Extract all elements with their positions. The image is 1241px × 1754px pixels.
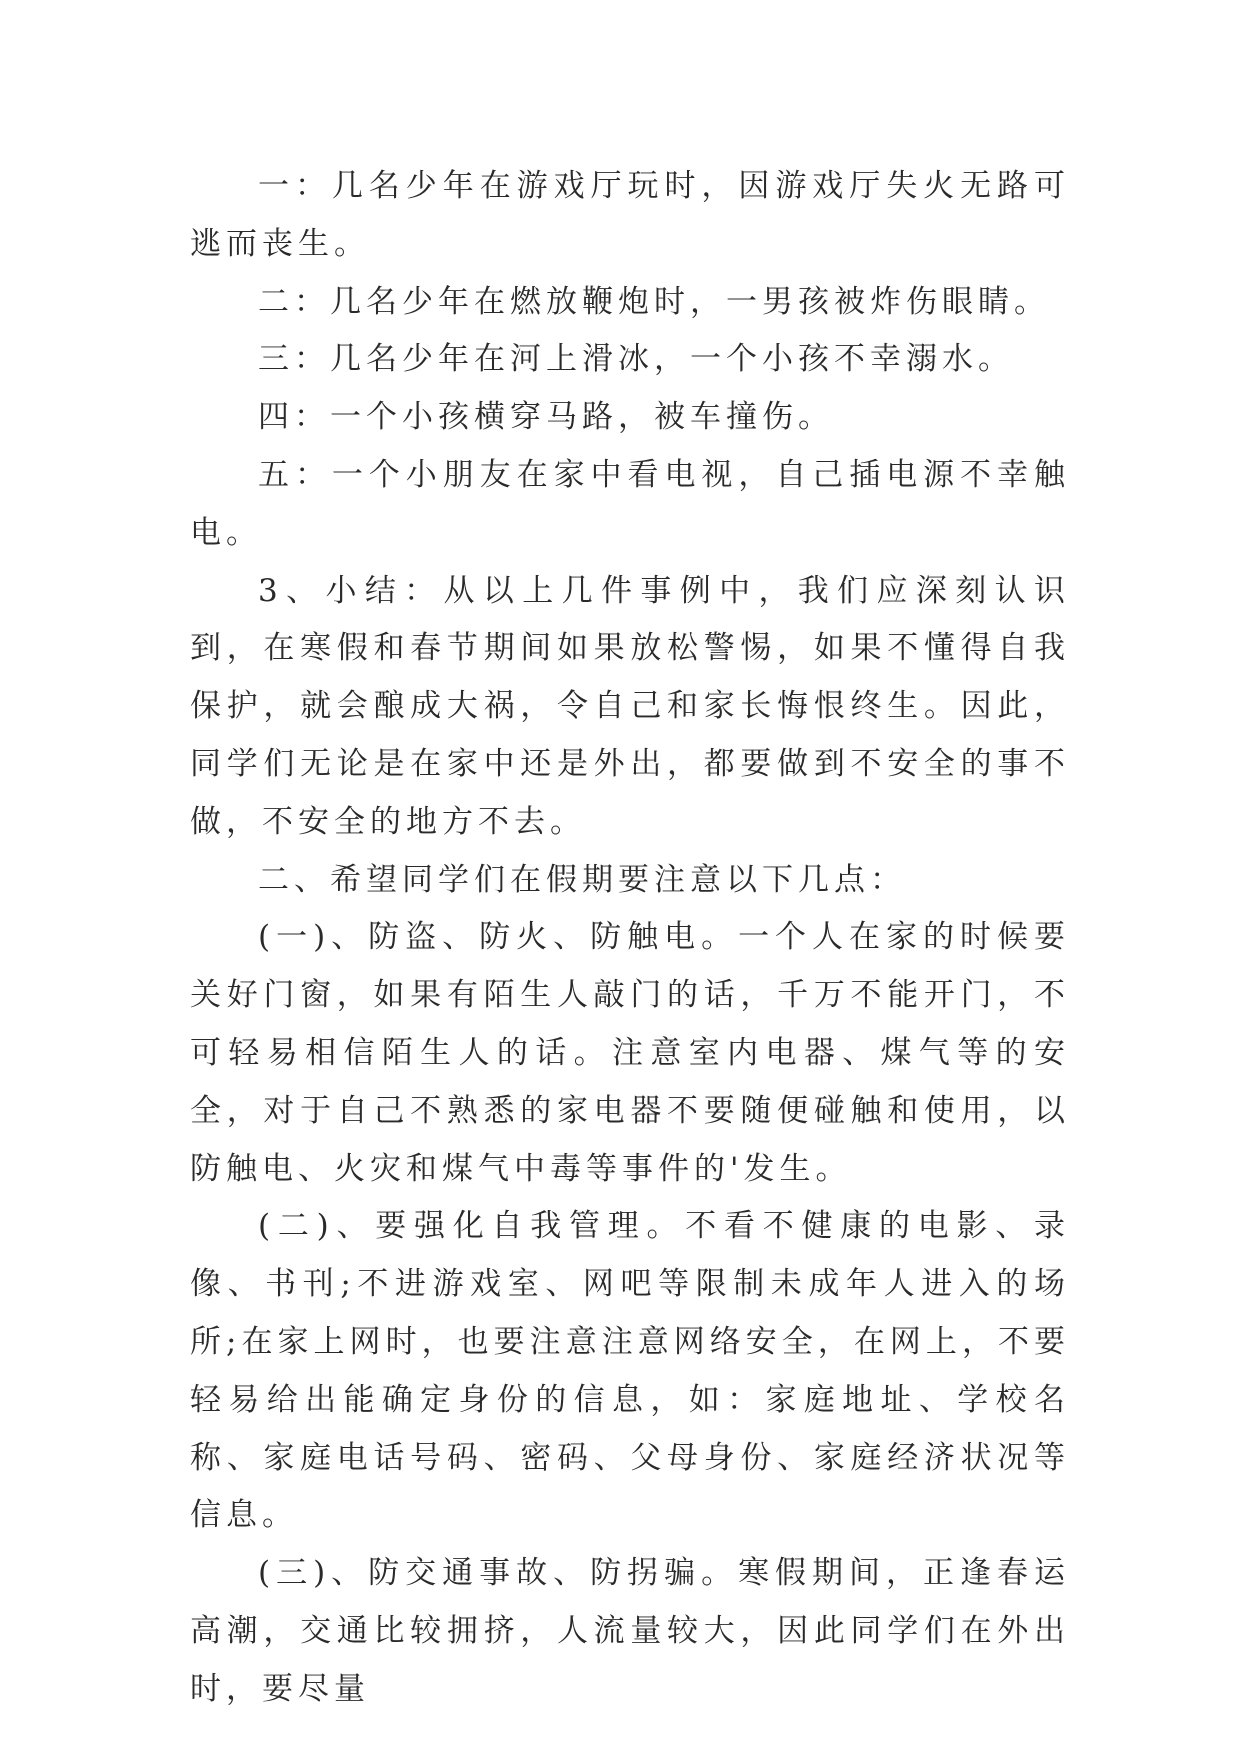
paragraph-tip-one: (一)、防盗、防火、防触电。一个人在家的时候要关好门窗，如果有陌生人敲门的话，千万不能开门，不可轻易相信陌生人的话。注意室内电器、煤气等的安全，对于自己不熟悉的家电器不要随便碰触和使用，以防触电、火灾和煤气中毒等事件的'发生。 [190,919,1070,1187]
paragraph-tip-three: (三)、防交通事故、防拐骗。寒假期间，正逢春运高潮，交通比较拥挤，人流量较大，因此同学们在外出时，要尽量 [190,1555,1070,1707]
paragraph-tip-two: (二)、要强化自我管理。不看不健康的电影、录像、书刊;不进游戏室、网吧等限制未成年人进入的场所;在家上网时，也要注意注意网络安全，在网上，不要轻易给出能确定身份的信息，如：家庭地址、学校名称、家庭电话号码、密码、父母身份、家庭经济状况等信息。 [190,1208,1070,1534]
paragraph-case-two: 二：几名少年在燃放鞭炮时，一男孩被炸伤眼睛。 [258,283,1050,320]
paragraph-case-three: 三：几名少年在河上滑冰，一个小孩不幸溺水。 [258,341,1014,378]
body-text [190,158,1070,1719]
paragraph-case-five: 五：一个小朋友在家中看电视，自己插电源不幸触电。 [190,456,1070,551]
section-heading-tips: 二、希望同学们在假期要注意以下几点： [258,861,906,898]
paragraph-summary: 3、小结：从以上几件事例中，我们应深刻认识到，在寒假和春节期间如果放松警惕，如果不懂得自我保护，就会酿成大祸，令自己和家长悔恨终生。因此，同学们无论是在家中还是外出，都要做到不安全的事不做，不安全的地方不去。 [190,572,1070,840]
paragraph-case-four: 四：一个小孩横穿马路，被车撞伤。 [258,399,834,436]
paragraph-case-one: 一：几名少年在游戏厅玩时，因游戏厅失火无路可逃而丧生。 [190,168,1070,262]
